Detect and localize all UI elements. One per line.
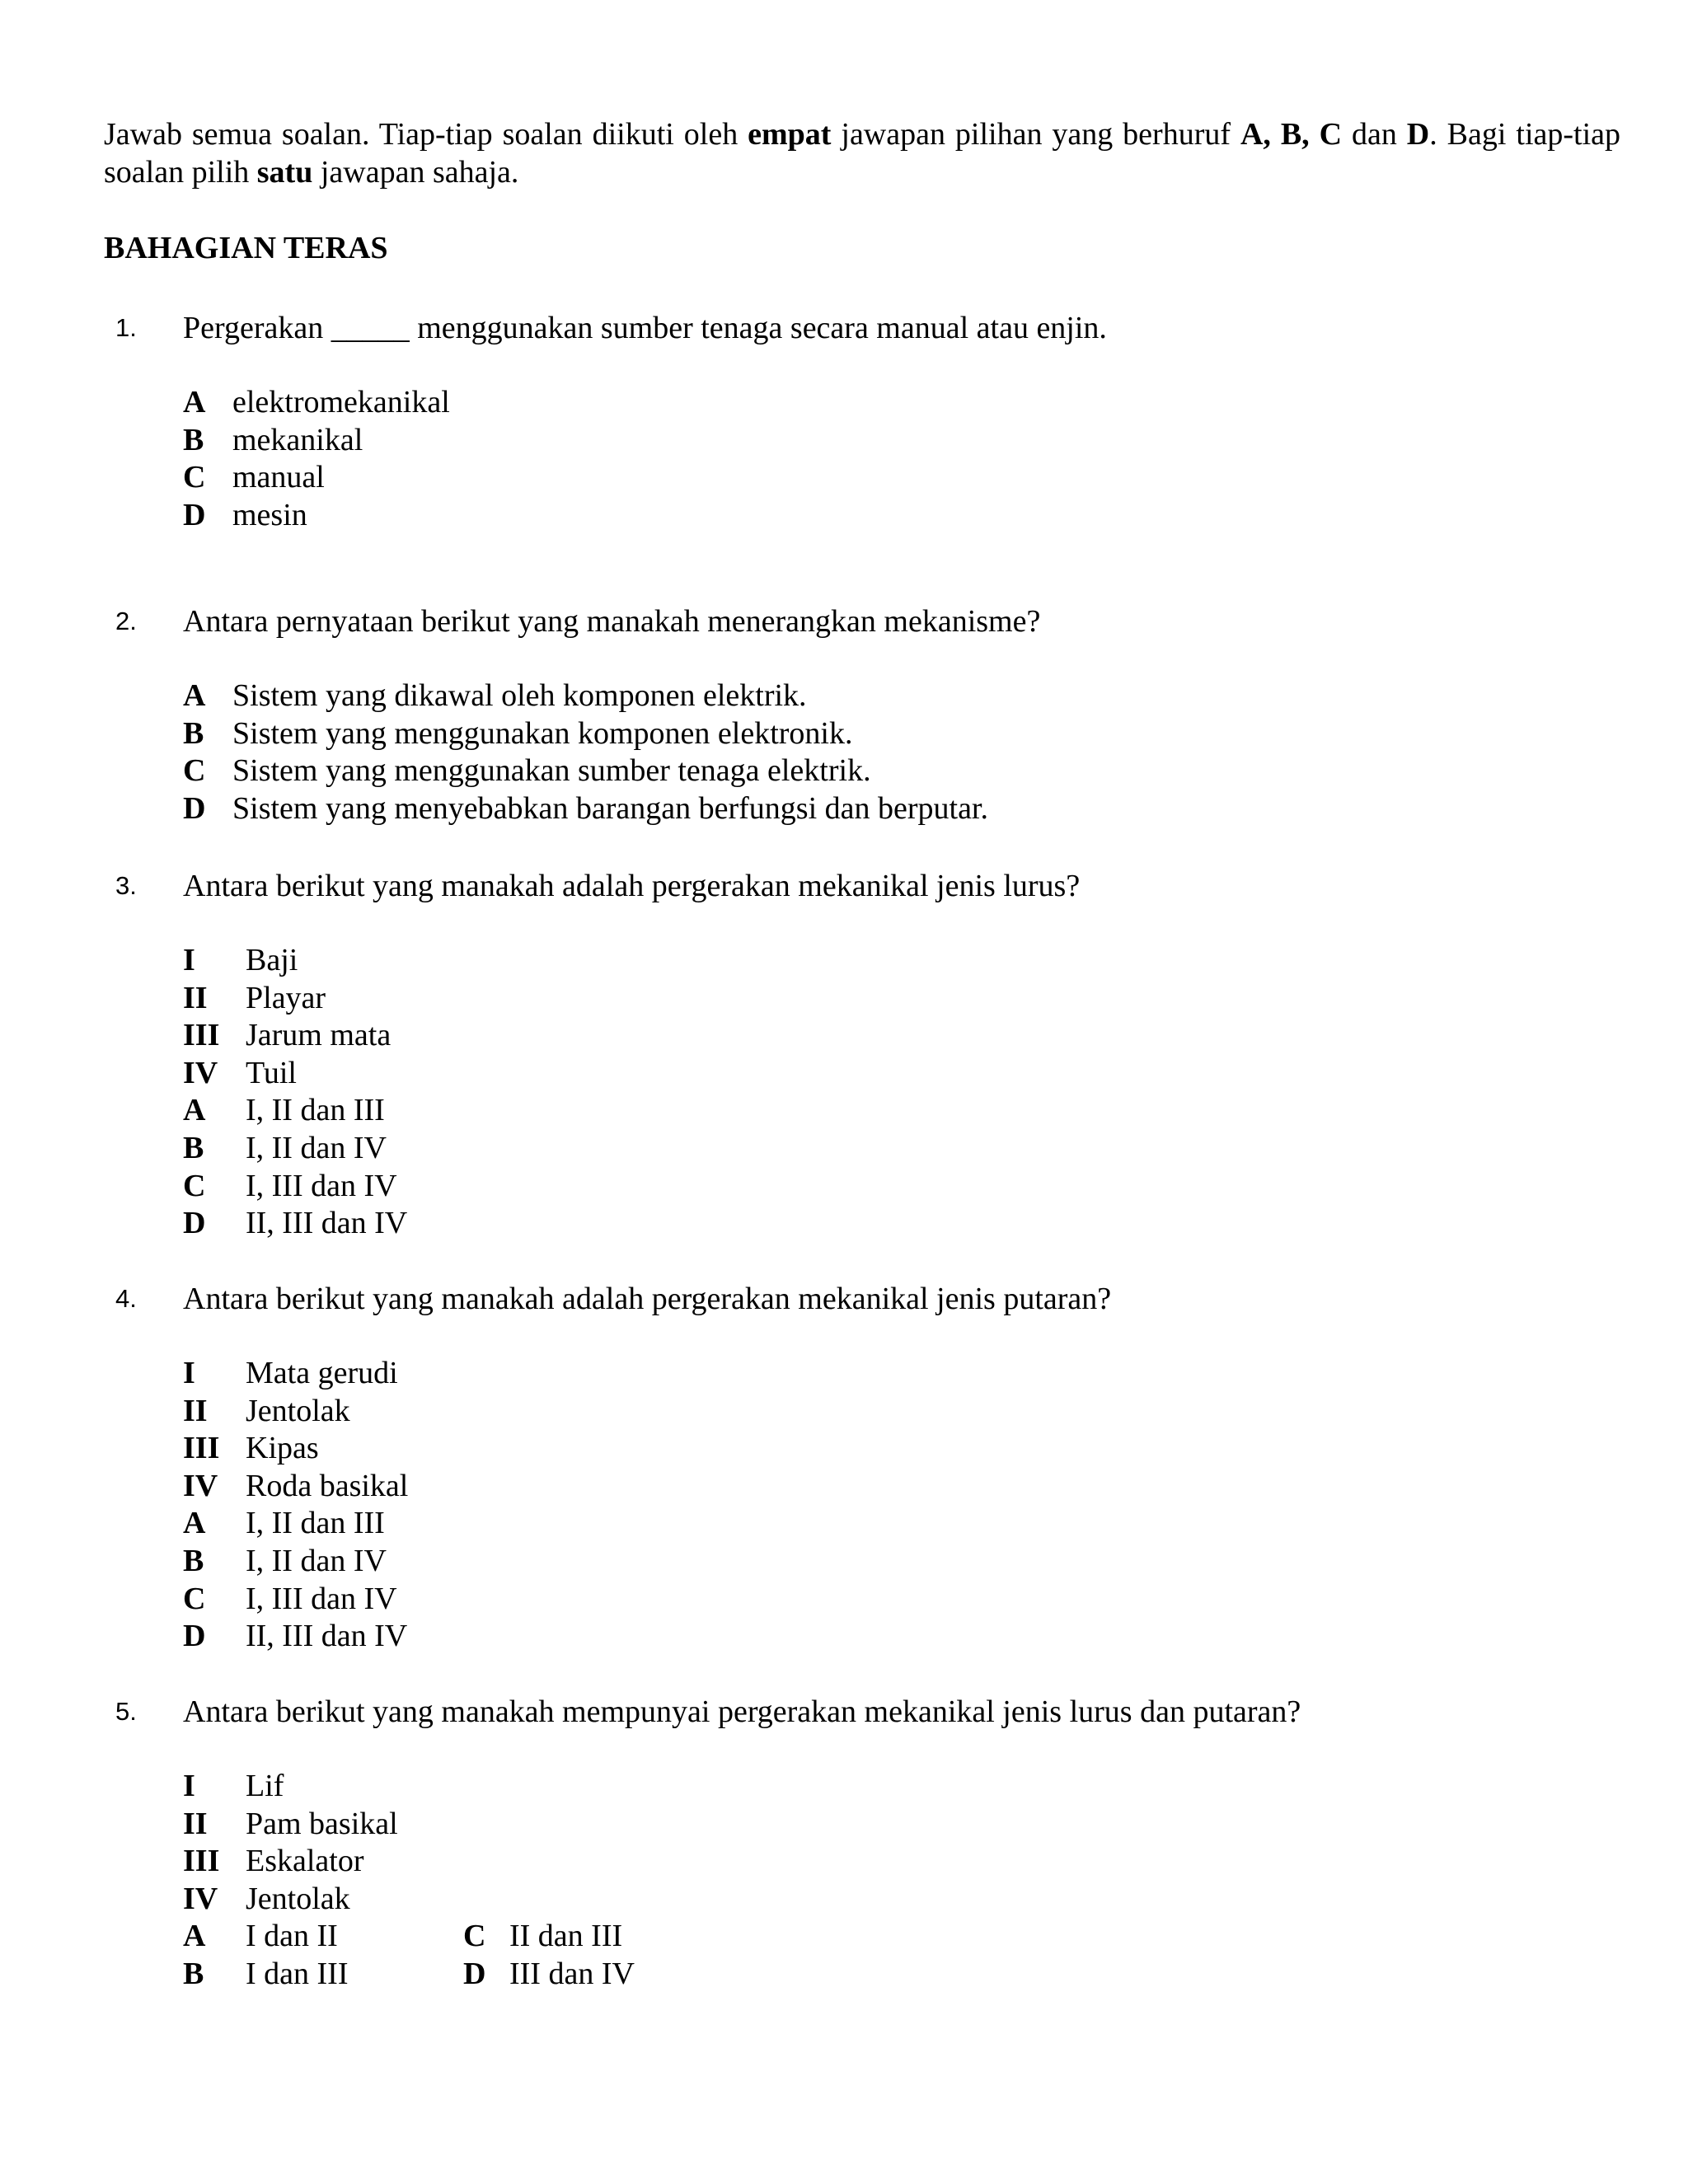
question-text: Antara berikut yang manakah adalah pergerakan mekanikal jenis lurus?	[183, 869, 1081, 903]
option-label: A	[183, 1506, 206, 1541]
instructions-text: dan	[1342, 117, 1407, 152]
question-number: 2.	[115, 607, 137, 635]
option-text: mesin	[232, 497, 307, 532]
option-label: C	[183, 1581, 206, 1616]
instructions-bold: A, B, C	[1240, 117, 1343, 152]
option-label: B	[183, 1543, 204, 1578]
statement-text: Tuil	[246, 1055, 297, 1090]
option-label[interactable]: C	[463, 1919, 486, 1954]
statement-label: IV	[183, 1468, 218, 1503]
option-label: D	[183, 790, 206, 826]
statement-text: Jentolak	[246, 1881, 350, 1916]
option-text[interactable]: II dan III	[509, 1919, 623, 1954]
statement-text: Baji	[246, 943, 298, 977]
instructions-bold: satu	[256, 155, 313, 190]
statement-text: Roda basikal	[246, 1468, 409, 1503]
option-label[interactable]: B	[183, 1956, 204, 1991]
option-text[interactable]: I dan II	[246, 1919, 338, 1954]
option-label: A	[183, 385, 206, 419]
question-5-options	[183, 1768, 760, 1994]
instructions-text: jawapan sahaja.	[312, 155, 519, 190]
instructions-text: . Bagi tiap-tiap soalan pilih	[104, 117, 1621, 190]
statement-label: I	[183, 1356, 195, 1390]
option-text: II, III dan IV	[246, 1206, 408, 1241]
question-number: 5.	[115, 1697, 137, 1726]
statement-label: IV	[183, 1055, 218, 1090]
question-text: Pergerakan _____ menggunakan sumber tenaga secara manual atau enjin.	[183, 311, 1107, 345]
option-label: C	[183, 1168, 206, 1203]
statement-text: Eskalator	[246, 1844, 364, 1879]
option-text: Sistem yang dikawal oleh komponen elektrik.	[232, 678, 807, 713]
option-text: Sistem yang menggunakan komponen elektronik.	[232, 715, 853, 751]
instructions	[104, 115, 1620, 191]
option-text[interactable]: III dan IV	[509, 1956, 635, 1991]
statement-text: Kipas	[246, 1431, 319, 1466]
option-label: A	[183, 1093, 206, 1128]
option-text: elektromekanikal	[232, 385, 450, 419]
question-number: 4.	[115, 1284, 137, 1313]
question-text: Antara pernyataan berikut yang manakah menerangkan mekanisme?	[183, 604, 1041, 639]
question-number: 3.	[115, 871, 137, 900]
statement-text: Playar	[246, 980, 326, 1015]
option-label[interactable]: A	[183, 1919, 206, 1954]
statement-label: III	[183, 1844, 220, 1879]
instructions-text: jawapan pilihan yang berhuruf	[831, 117, 1240, 152]
statement-text: Lif	[246, 1769, 284, 1803]
question-text: Antara berikut yang manakah adalah pergerakan mekanikal jenis putaran?	[183, 1282, 1112, 1316]
option-label: B	[183, 1130, 204, 1165]
statement-text: Jarum mata	[246, 1018, 392, 1053]
statement-label: II	[183, 1393, 208, 1428]
option-text: Sistem yang menyebabkan barangan berfungsi dan berputar.	[232, 790, 988, 826]
statement-iii	[183, 1843, 760, 1881]
option-label: C	[183, 753, 206, 789]
option-row	[183, 1956, 760, 1994]
option-text: I, III dan IV	[246, 1168, 397, 1203]
option-text: I, II dan III	[246, 1506, 385, 1541]
option-label: D	[183, 1206, 206, 1241]
instructions-bold: empat	[748, 117, 832, 152]
option-label: B	[183, 715, 204, 751]
option-label: D	[183, 497, 206, 532]
option-label: A	[183, 678, 206, 713]
option-text[interactable]: I dan III	[246, 1956, 349, 1991]
option-label: B	[183, 422, 204, 457]
statement-text: Pam basikal	[246, 1806, 398, 1841]
statement-text: Jentolak	[246, 1393, 350, 1428]
statement-label: III	[183, 1018, 220, 1053]
instructions-text: Jawab semua soalan. Tiap-tiap soalan diikuti oleh	[104, 117, 748, 152]
option-text: II, III dan IV	[246, 1619, 408, 1654]
statement-i	[183, 1768, 760, 1806]
statement-label: II	[183, 1806, 208, 1841]
instructions-bold: D	[1406, 117, 1430, 152]
option-label[interactable]: D	[463, 1956, 486, 1991]
statement-label: IV	[183, 1881, 218, 1916]
statement-iv	[183, 1881, 760, 1919]
option-label: D	[183, 1619, 206, 1654]
option-text: manual	[232, 460, 325, 495]
question-text: Antara berikut yang manakah mempunyai pergerakan mekanikal jenis lurus dan putaran?	[183, 1694, 1301, 1729]
statement-label: I	[183, 1769, 195, 1803]
option-row	[183, 1918, 760, 1956]
option-text: Sistem yang menggunakan sumber tenaga elektrik.	[232, 753, 871, 789]
statement-label: I	[183, 943, 195, 977]
option-label: C	[183, 460, 206, 495]
option-text: mekanikal	[232, 422, 363, 457]
statement-text: Mata gerudi	[246, 1356, 398, 1390]
option-text: I, III dan IV	[246, 1581, 397, 1616]
statement-ii	[183, 1806, 760, 1844]
section-title: BAHAGIAN TERAS	[104, 231, 388, 265]
option-text: I, II dan IV	[246, 1543, 387, 1578]
option-text: I, II dan IV	[246, 1130, 387, 1165]
question-number: 1.	[115, 313, 137, 342]
statement-label: II	[183, 980, 208, 1015]
statement-label: III	[183, 1431, 220, 1466]
option-text: I, II dan III	[246, 1093, 385, 1128]
